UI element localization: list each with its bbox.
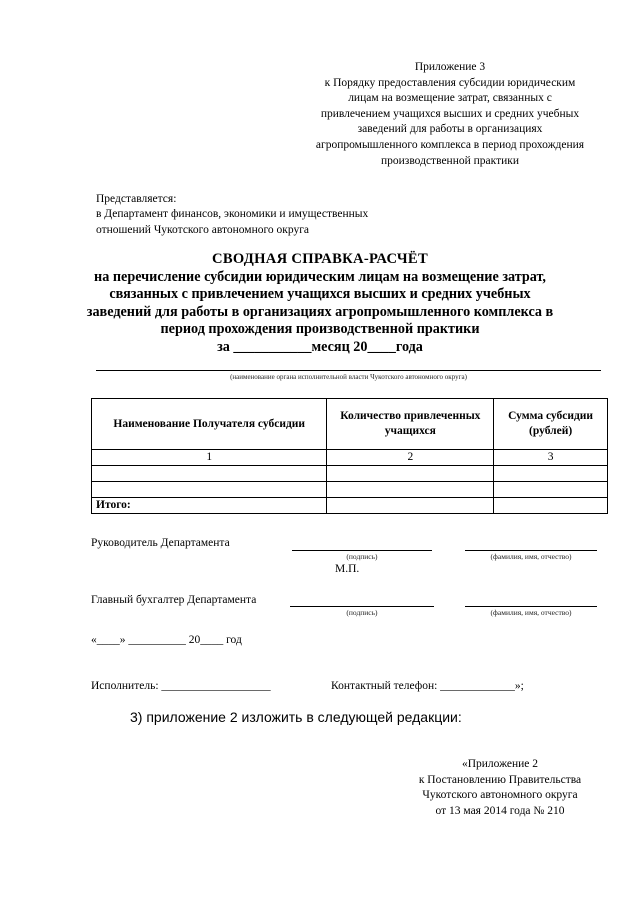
document-title-line: связанных с привлечением учащихся высших и средних учебных — [109, 286, 531, 303]
name-hint: (фамилия, имя, отчество) — [490, 552, 572, 561]
table-row — [92, 482, 608, 498]
table-cell: 2 — [327, 450, 494, 466]
appendix-2-line: «Приложение 2 — [461, 758, 539, 770]
head-signature-line[interactable] — [292, 550, 432, 551]
document-title-line: период прохождения производственной практики — [160, 321, 480, 338]
table-cell[interactable] — [494, 466, 608, 482]
appendix-3-line: лицам на возмещение затрат, связанных с — [348, 92, 552, 105]
table-row — [92, 466, 608, 482]
appendix-3-line: заведений для работы в организациях — [357, 123, 543, 136]
organization-hint: (наименование органа исполнительной власти Чукотского автономного округа) — [230, 373, 467, 381]
table-total-row — [92, 498, 608, 514]
signature-hint: (подпись) — [346, 552, 378, 561]
table-header-recipient: Наименование Получателя субсидии — [92, 399, 327, 450]
table-header-row — [92, 399, 608, 450]
table-cell: 1 — [92, 450, 327, 466]
executor-line: Исполнитель: ___________________ — [91, 680, 271, 692]
accountant-name-line[interactable] — [465, 606, 597, 607]
accountant-signature-line[interactable] — [290, 606, 434, 607]
appendix-3-line: к Порядку предоставления субсидии юридическим — [324, 76, 576, 89]
appendix-2-line: Чукотского автономного округа — [422, 789, 578, 802]
submitted-to-line: Представляется: — [96, 193, 177, 205]
date-line: «____» __________ 20____ год — [91, 634, 242, 646]
amendment-text: 3) приложение 2 изложить в следующей редакции: — [130, 709, 462, 725]
document-period: за ___________месяц 20____года — [217, 338, 423, 355]
appendix-3-line: агропромышленного комплекса в период прохождения — [315, 138, 585, 151]
table-cell[interactable] — [494, 498, 608, 514]
submitted-to-line: в Департамент финансов, экономики и имущественных — [96, 208, 369, 221]
table-cell[interactable] — [327, 498, 494, 514]
submitted-to-line: отношений Чукотского автономного округа — [96, 223, 310, 236]
name-hint: (фамилия, имя, отчество) — [490, 608, 572, 617]
table-cell[interactable] — [92, 482, 327, 498]
head-of-department-label: Руководитель Департамента — [91, 537, 230, 549]
table-cell[interactable] — [494, 482, 608, 498]
table-cell[interactable] — [327, 482, 494, 498]
table-header-amount: Сумма субсидии (рублей) — [494, 399, 608, 450]
head-name-line[interactable] — [465, 550, 597, 551]
table-cell: 3 — [494, 450, 608, 466]
appendix-3-header — [290, 60, 610, 169]
table-header-students: Количество привлеченных учащихся — [327, 399, 494, 450]
table-number-row — [92, 450, 608, 466]
document-title-line: заведений для работы в организациях агропромышленного комплекса в — [86, 303, 554, 320]
appendix-3-line: производственной практики — [380, 154, 520, 167]
document-title-main: СВОДНАЯ СПРАВКА-РАСЧЁТ — [211, 251, 429, 267]
signature-hint: (подпись) — [346, 608, 378, 617]
appendix-3-line: привлечением учащихся высших и средних учебных — [320, 107, 580, 120]
table-cell[interactable] — [327, 466, 494, 482]
contact-phone-line: Контактный телефон: _____________»; — [331, 680, 524, 692]
organization-underline — [96, 370, 601, 371]
table-cell[interactable] — [92, 466, 327, 482]
appendix-2-line: от 13 мая 2014 года № 210 — [435, 804, 565, 817]
stamp-placeholder: М.П. — [335, 563, 360, 575]
appendix-2-header — [395, 757, 605, 819]
table-total-label: Итого: — [92, 498, 327, 514]
subsidy-table — [91, 398, 608, 514]
chief-accountant-label: Главный бухгалтер Департамента — [91, 594, 257, 606]
appendix-2-line: к Постановлению Правительства — [418, 773, 582, 786]
appendix-3-line: Приложение 3 — [414, 61, 486, 73]
document-title — [70, 251, 570, 357]
document-title-line: на перечисление субсидии юридическим лицам на возмещение затрат, — [94, 268, 546, 285]
submitted-to-block — [96, 192, 368, 238]
